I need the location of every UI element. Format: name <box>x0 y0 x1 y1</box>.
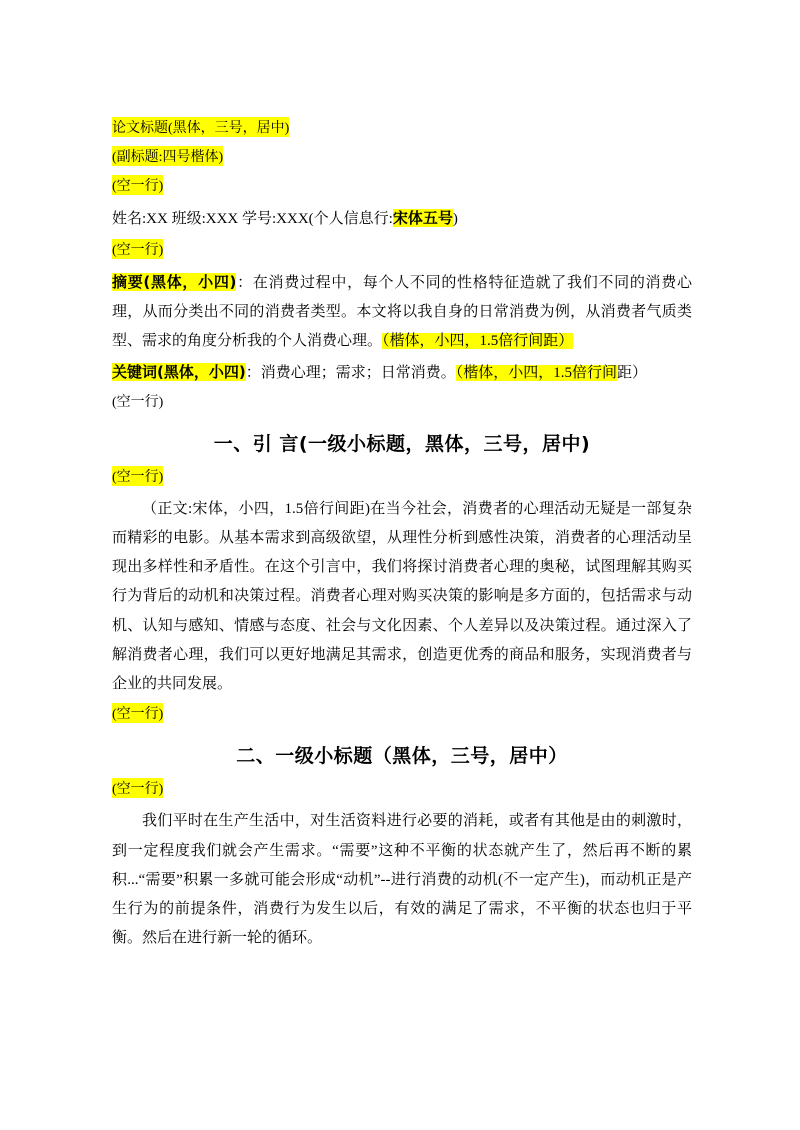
blank-line-1-row <box>112 175 692 199</box>
abstract-format-note: （楷体，小四，1.5倍行间距 <box>382 333 559 349</box>
body-paragraph-1-text: 在当今社会，消费者的心理活动无疑是一部复杂而精彩的电影。从基本需求到高级欲望，从理性分析到感性决策，消费者的心理活动呈现出多样性和矛盾性。在这个引言中，我们将探讨消费者心理的奥秘，试图理解其购买行为背后的动机和决策过程。消费者心理对购买决策的影响是多方面的，包括需求与动机、认知与感知、情感与态度、社会与文化因素、个人差异以及决策过程。通过深入了解消费者心理，我们可以更好地满足其需求，创造更优秀的商品和服务，实现消费者与企业的共同发展。 <box>112 500 692 692</box>
subtitle-format-note-row <box>112 146 692 170</box>
body-format-note: （正文:宋体，小四，1.5倍行间距) <box>142 500 370 517</box>
blank-line-marker-1: (空一行) <box>112 175 163 195</box>
personal-info-font-note: 宋体五号 <box>392 209 453 227</box>
title-format-note: 论文标题(黑体，三号，居中) <box>112 117 289 137</box>
blank-line-4-row <box>112 466 692 490</box>
title-format-note-row <box>112 117 692 141</box>
abstract-block <box>112 268 692 357</box>
personal-info-row <box>112 204 692 234</box>
abstract-colon: ： <box>236 274 253 291</box>
body-paragraph-2: 我们平时在生产生活中，对生活资料进行必要的消耗，或者有其他是由的刺激时，到一定程度我们就会产生需求。“需要”这种不平衡的状态就产生了，然后再不断的累积...“需要”积累一多就可能会形成“动机”--进行消费的动机(不一定产生)，而动机正是产生行为的前提条件，消费行为发生以后，有效的满足了需求，不平衡的状态也归于平衡。然后在进行新一轮的循环。 <box>112 813 692 947</box>
heading-section-2: 二、一级小标题（黑体，三号，居中） <box>236 745 568 768</box>
abstract-format-note-tail: ） <box>558 333 574 349</box>
blank-line-marker-5: (空一行) <box>112 703 163 723</box>
blank-line-6-row <box>112 778 692 802</box>
keywords-text: 消费心理；需求；日常消费。 <box>260 365 456 382</box>
blank-line-marker-6: (空一行) <box>112 778 163 798</box>
body-paragraph-1 <box>112 495 692 700</box>
blank-line-2-row <box>112 239 692 263</box>
keywords-format-note-tail: 距） <box>617 365 648 382</box>
keywords-colon: ： <box>245 365 261 382</box>
blank-line-marker-3: (空一行) <box>112 394 164 410</box>
heading-section-1: 一、引 言(一级小标题，黑体，三号，居中) <box>213 432 591 455</box>
personal-info-prefix: 姓名:XX 班级:XXX 学号:XXX(个人信息行: <box>112 211 393 227</box>
abstract-label: 摘要(黑体，小四) <box>112 272 237 291</box>
abstract-text: 在消费过程中，每个人不同的性格特征造就了我们不同的消费心理，从而分类出不同的消费者类型。本文将以我自身的日常消费为例，从消费者气质类型、需求的角度分析我的个人消费心理。 <box>112 274 692 349</box>
blank-line-marker-4: (空一行) <box>112 466 163 486</box>
keywords-label: 关键词(黑体，小四) <box>112 363 246 382</box>
personal-info-suffix: ) <box>452 211 458 227</box>
document-body <box>112 95 692 958</box>
blank-line-5-row <box>112 703 692 727</box>
keywords-block <box>112 358 692 388</box>
keywords-format-note: （楷体，小四，1.5倍行间 <box>455 365 618 382</box>
blank-line-3-row <box>112 391 692 415</box>
subtitle-format-note: (副标题:四号楷体) <box>112 146 223 166</box>
blank-line-marker-2: (空一行) <box>112 239 163 259</box>
